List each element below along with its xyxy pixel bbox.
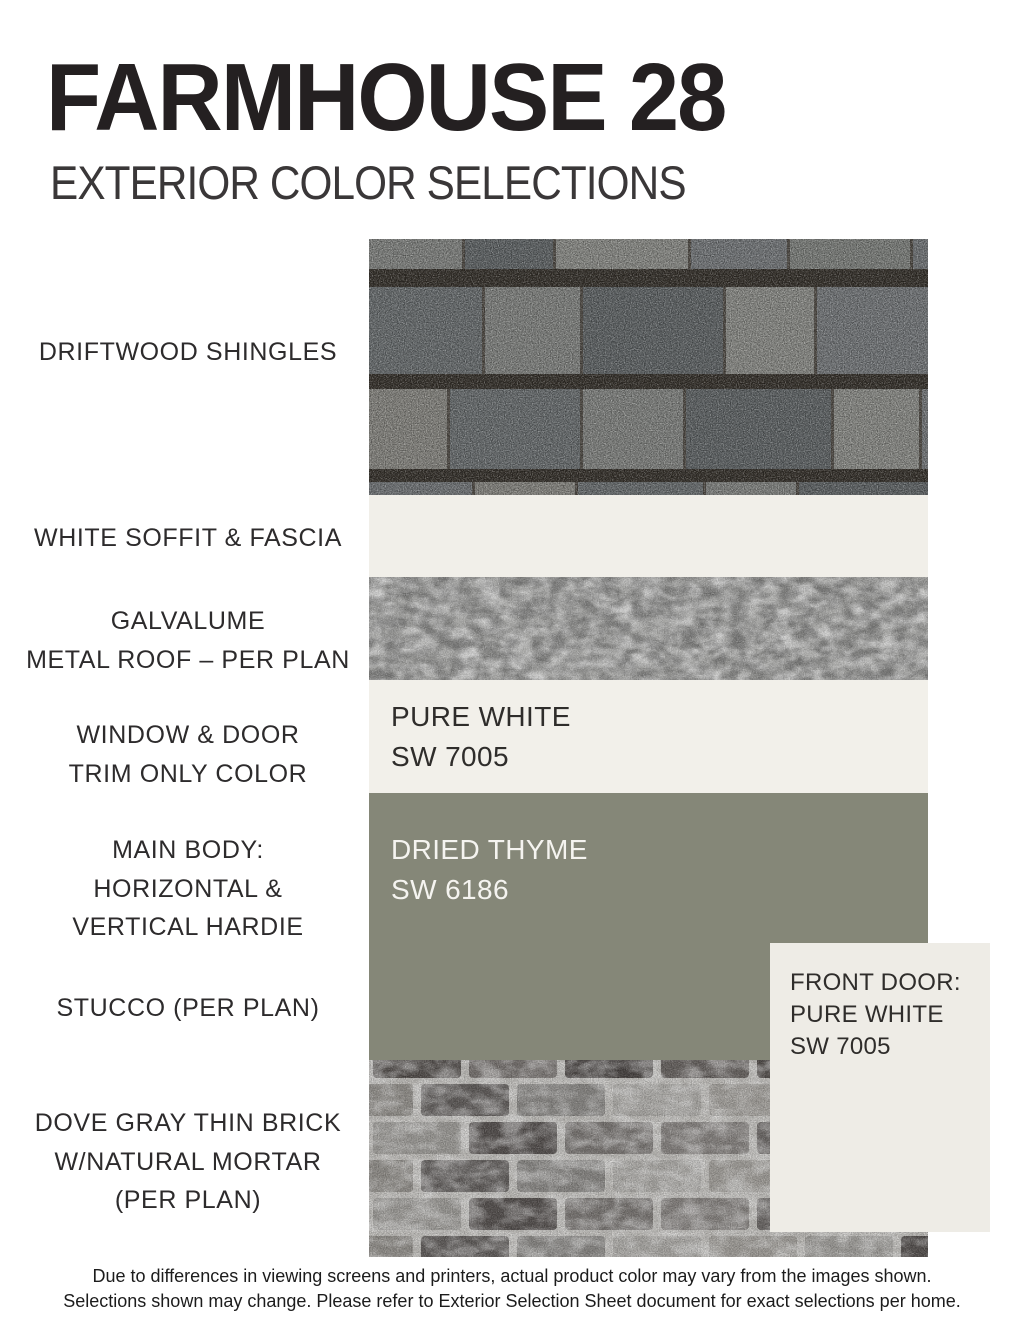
paint-name: PURE WHITE <box>391 701 571 732</box>
paint-code: SW 7005 <box>391 741 509 772</box>
label-line: MAIN BODY: <box>112 836 264 864</box>
paint-code: SW 6186 <box>391 874 509 905</box>
label-line: WINDOW & DOOR <box>76 721 300 749</box>
disclaimer-line: Selections shown may change. Please refer to Exterior Selection Sheet document for exact selections per home. <box>63 1291 961 1311</box>
label-window-door-trim <box>8 716 368 793</box>
label-line: WHITE SOFFIT & FASCIA <box>34 524 342 552</box>
label-driftwood-shingles <box>8 333 368 372</box>
card-line: SW 7005 <box>790 1033 891 1060</box>
label-line: DOVE GRAY THIN BRICK <box>34 1109 342 1137</box>
white-soffit-fascia-swatch <box>369 495 928 577</box>
label-line: METAL ROOF – PER PLAN <box>26 645 350 674</box>
label-line: STUCCO (PER PLAN) <box>56 994 320 1022</box>
label-line: VERTICAL HARDIE <box>72 913 304 941</box>
front-door-card-text <box>790 967 961 1063</box>
label-line: TRIM ONLY COLOR <box>68 759 308 788</box>
galvalume-metal-roof-swatch <box>369 577 928 680</box>
paint-swatch-text <box>391 697 571 777</box>
label-galvalume-metal-roof <box>8 602 368 679</box>
label-main-body-hardie <box>8 831 368 947</box>
card-line: PURE WHITE <box>790 1001 944 1028</box>
label-line: W/NATURAL MORTAR <box>54 1147 322 1176</box>
label-stucco <box>8 989 368 1028</box>
disclaimer-text <box>0 1264 1024 1314</box>
label-dove-gray-thin-brick <box>8 1104 368 1220</box>
label-line: HORIZONTAL & <box>93 874 283 903</box>
label-line: GALVALUME <box>110 607 266 635</box>
page-title: FARMHOUSE 28 <box>46 44 726 151</box>
paint-name: DRIED THYME <box>391 834 588 865</box>
label-line: DRIFTWOOD SHINGLES <box>38 338 338 366</box>
card-line: FRONT DOOR: <box>790 969 961 996</box>
disclaimer-line: Due to differences in viewing screens and printers, actual product color may vary from the images shown. <box>92 1266 932 1286</box>
front-door-card <box>770 943 990 1232</box>
page-subtitle: EXTERIOR COLOR SELECTIONS <box>50 156 686 209</box>
driftwood-shingles-photo <box>369 239 928 495</box>
pure-white-swatch <box>369 680 928 793</box>
label-line: (PER PLAN) <box>114 1186 262 1214</box>
paint-swatch-text <box>391 830 588 910</box>
label-white-soffit-fascia <box>8 519 368 558</box>
